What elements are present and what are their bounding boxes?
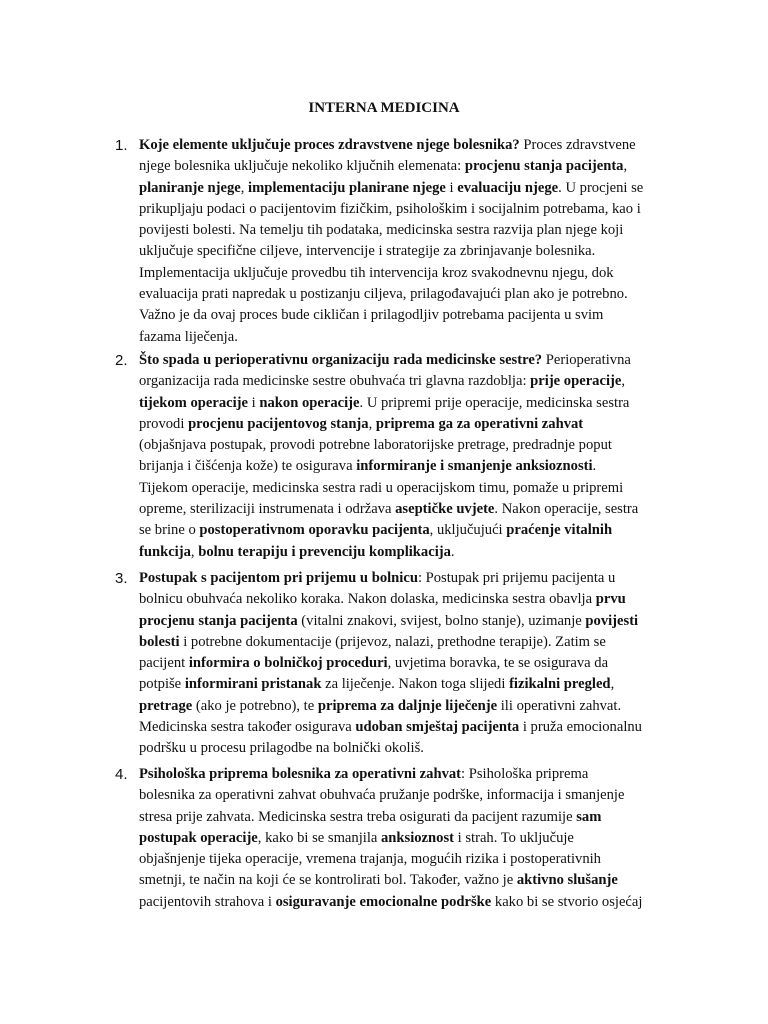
text-run: provodi	[139, 415, 189, 432]
text-line	[139, 350, 685, 371]
text-run: pacijent	[139, 655, 189, 672]
text-run: Medicinska sestra također osigurava	[139, 719, 356, 736]
item-number: 3.	[115, 570, 128, 587]
item-text	[139, 764, 685, 913]
text-run: potpiše	[139, 676, 185, 693]
text-run: organizacija rada medicinske sestre obuhvaća tri glavna razdoblja:	[139, 373, 531, 390]
text-line	[139, 499, 685, 520]
text-run: i potrebne dokumentacije (prijevoz, nalazi, prethodne terapije). Zatim se	[179, 633, 606, 650]
text-line	[139, 327, 685, 348]
bold-run: sam	[576, 808, 602, 825]
text-line	[139, 849, 685, 870]
text-line	[139, 870, 685, 891]
text-run: ,	[190, 543, 199, 560]
bold-run: procjenu stanja pacijenta	[464, 158, 624, 175]
item-number: 2.	[115, 352, 128, 369]
bold-run: prvu	[595, 591, 626, 608]
text-run: bolesnika za operativni zahvat obuhvaća pružanje podrške, informacija i smanjenje	[139, 787, 625, 804]
text-run: i pruža emocionalnu	[519, 719, 642, 736]
text-run: Važno je da ovaj proces bude cikličan i prilagodljiv potrebama pacijenta u svim	[139, 307, 604, 324]
text-run: Implementacija uključuje provedbu tih intervencija kroz svakodnevnu njegu, dok	[139, 264, 614, 281]
text-run: i strah. To uključuje	[454, 829, 574, 846]
text-run: povijesti bolesti. Na temelju tih podataka, medicinska sestra razvija plan njege koji	[139, 222, 624, 239]
text-run: i	[248, 394, 260, 411]
text-line	[139, 263, 685, 284]
list-item	[115, 764, 685, 913]
text-run: ,	[623, 158, 628, 175]
bold-run: anksioznost	[381, 829, 454, 846]
text-run: : Psihološka priprema	[461, 766, 589, 782]
bold-run: aktivno slušanje	[516, 872, 618, 889]
bold-run: bolnu terapiju i prevenciju komplikacija	[198, 543, 451, 560]
bold-run: planiranje njege	[139, 179, 241, 196]
text-run: kako bi se stvorio osjećaj	[491, 893, 643, 910]
text-line	[139, 828, 685, 849]
text-line	[139, 178, 685, 199]
bold-run: praćenje vitalnih	[506, 522, 613, 539]
text-line	[139, 156, 685, 177]
text-run: , uvjetima boravka, te se osigurava da	[387, 655, 609, 672]
bold-run: priprema ga za operativni zahvat	[375, 415, 584, 432]
text-line	[139, 568, 685, 589]
text-line	[139, 807, 685, 828]
bold-run: aseptičke uvjete	[395, 501, 495, 518]
bold-run: Postupak s pacijentom pri prijemu u bolnicu	[139, 570, 418, 586]
text-run: : Postupak pri prijemu pacijenta u	[417, 570, 616, 586]
text-line	[139, 785, 685, 806]
bold-run: postoperativnom oporavku pacijenta	[199, 522, 430, 539]
text-line	[139, 717, 685, 738]
text-run: uključuje specifične ciljeve, intervencije i strategije za zbrinjavanje bolesnika.	[139, 243, 596, 260]
text-line	[139, 456, 685, 477]
text-line	[139, 653, 685, 674]
list-item	[115, 350, 685, 563]
text-line	[139, 284, 685, 305]
text-line	[139, 435, 685, 456]
bold-run: procjenu stanja pacijenta	[139, 612, 298, 629]
text-run: opreme, sterilizaciji instrumenata i održava	[139, 501, 396, 518]
text-line	[139, 611, 685, 632]
text-line	[139, 738, 685, 759]
text-line	[139, 674, 685, 695]
text-line	[139, 696, 685, 717]
item-text	[139, 350, 685, 563]
bold-run: udoban smještaj pacijenta	[355, 719, 520, 736]
bold-run: povijesti	[585, 612, 639, 629]
bold-run: nakon operacije	[259, 394, 360, 411]
text-run: za liječenje. Nakon toga slijedi	[321, 676, 510, 693]
text-run: , kako bi se smanjila	[257, 829, 381, 846]
text-run: .	[592, 458, 597, 475]
bold-run: prije operacije	[530, 373, 622, 390]
text-run: ili operativni zahvat.	[497, 697, 622, 714]
bold-run: procjenu pacijentovog stanja	[188, 415, 369, 432]
text-run: prikupljaju podaci o pacijentovim fizičkim, psihološkim i socijalnim potrebama, kao i	[139, 200, 641, 217]
text-run: . Nakon operacije, sestra	[494, 501, 639, 518]
bold-run: priprema za daljnje liječenje	[317, 697, 498, 714]
text-line	[139, 135, 685, 156]
text-run: . U pripremi prije operacije, medicinska sestra	[359, 394, 630, 411]
text-line	[139, 199, 685, 220]
bold-run: Psihološka priprema bolesnika za operativni zahvat	[139, 766, 462, 782]
text-line	[139, 371, 685, 392]
page-title: INTERNA MEDICINA	[308, 100, 460, 116]
text-line	[139, 589, 685, 610]
bold-run: evaluaciju njege	[457, 179, 559, 196]
text-line	[139, 892, 685, 913]
list-item	[115, 568, 685, 760]
text-run: smetnji, te način na koji će se kontrolirati bol. Također, važno je	[139, 872, 517, 889]
text-line	[139, 393, 685, 414]
text-run: ,	[368, 415, 376, 432]
text-run: objašnjenje tijeka operacije, vremena trajanja, mogućih rizika i postoperativnih	[139, 851, 601, 868]
text-run: stresa prije zahvata. Medicinska sestra treba osigurati da pacijent razumije	[139, 808, 577, 825]
bold-run: osiguravanje emocionalne podrške	[275, 893, 492, 910]
item-number: 1.	[115, 137, 128, 154]
text-run: (vitalni znakovi, svijest, bolno stanje), uzimanje	[297, 612, 586, 629]
text-line	[139, 220, 685, 241]
text-run: ,	[240, 179, 249, 196]
item-text	[139, 135, 685, 348]
text-run: evaluacija prati napredak u postizanju ciljeva, prilagođavajući plan ako je potrebno.	[139, 286, 628, 303]
text-run: ,	[610, 676, 615, 693]
text-run: Proces zdravstvene	[519, 137, 636, 153]
text-run: (ako je potrebno), te	[192, 697, 318, 714]
item-number: 4.	[115, 766, 128, 783]
bold-run: funkcija	[139, 543, 191, 560]
bold-run: bolesti	[139, 633, 180, 650]
text-run: . U procjeni se	[558, 179, 644, 196]
bold-run: postupak operacije	[139, 829, 258, 846]
text-run: (objašnjava postupak, provodi potrebne laboratorijske pretrage, predradnje poput	[139, 437, 612, 454]
bold-run: tijekom operacije	[139, 394, 249, 411]
text-line	[139, 241, 685, 262]
text-run: ,	[621, 373, 625, 390]
bold-run: Koje elemente uključuje proces zdravstvene njege bolesnika?	[139, 137, 520, 153]
item-text	[139, 568, 685, 760]
text-run: se brine o	[139, 522, 200, 539]
text-run: , uključujući	[429, 522, 507, 539]
text-run: podršku u procesu prilagodbe na bolnički okoliš.	[139, 740, 424, 757]
text-run: njege bolesnika uključuje nekoliko ključnih elemenata:	[139, 158, 465, 175]
bold-run: informira o bolničkoj proceduri	[188, 655, 388, 672]
list-item	[115, 135, 685, 348]
text-line	[139, 542, 685, 563]
text-line	[139, 520, 685, 541]
bold-run: informirani pristanak	[184, 676, 322, 693]
text-run: brijanja i čišćenja kože) te osigurava	[139, 458, 357, 475]
text-line	[139, 632, 685, 653]
text-line	[139, 478, 685, 499]
bold-run: pretrage	[139, 697, 193, 714]
bold-run: fizikalni pregled	[509, 676, 611, 693]
bold-run: implementaciju planirane njege	[248, 179, 446, 196]
text-run: i	[445, 179, 458, 196]
bold-run: informiranje i smanjenje anksioznosti	[356, 458, 593, 475]
text-run: bolnicu obuhvaća nekoliko koraka. Nakon dolaska, medicinska sestra obavlja	[139, 591, 596, 608]
text-run: .	[450, 543, 455, 560]
text-line	[139, 414, 685, 435]
text-line	[139, 305, 685, 326]
text-line	[139, 764, 685, 785]
text-run: pacijentovih strahova i	[139, 893, 276, 910]
text-run: fazama liječenja.	[139, 328, 238, 345]
text-run: Perioperativna	[542, 352, 631, 368]
bold-run: Što spada u perioperativnu organizaciju rada medicinske sestre?	[139, 352, 543, 368]
text-run: Tijekom operacije, medicinska sestra radi u operacijskom timu, pomaže u pripremi	[139, 479, 624, 496]
